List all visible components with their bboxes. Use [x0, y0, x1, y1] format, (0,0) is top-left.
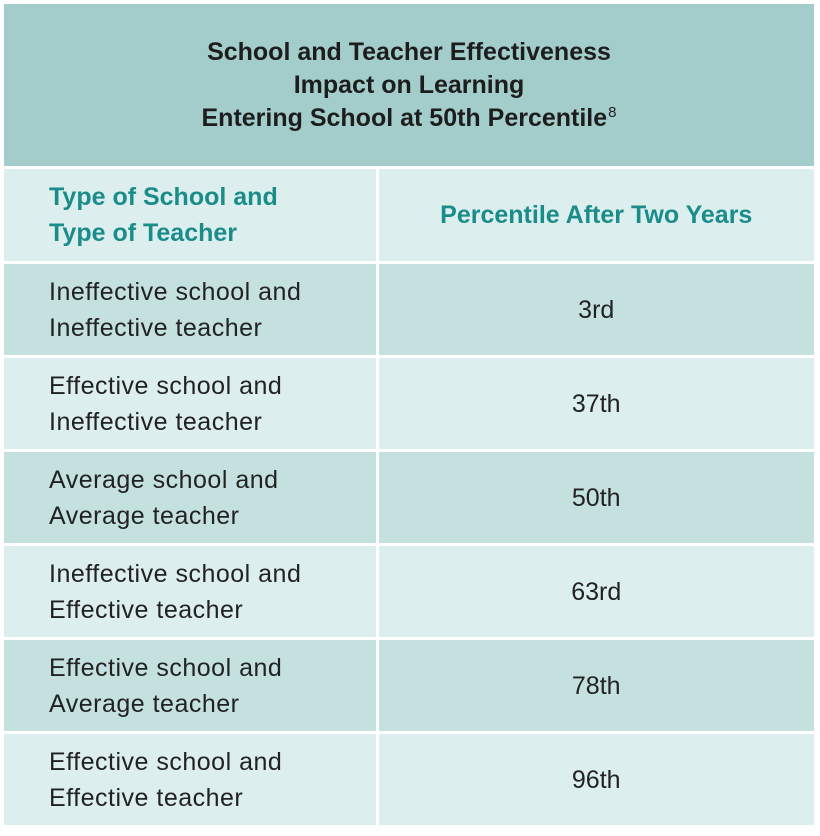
table-row: [4, 545, 814, 639]
row-type-line-2: Average teacher: [49, 689, 240, 718]
row-percentile-cell: 3rd: [377, 263, 814, 357]
title-line-2: Impact on Learning: [293, 70, 525, 99]
row-type-cell: [4, 733, 377, 826]
row-type-line-2: Effective teacher: [49, 783, 244, 812]
row-percentile-cell: 78th: [377, 639, 814, 733]
header-type-of-school: [4, 168, 377, 263]
title-line-1: School and Teacher Effectiveness: [207, 37, 611, 66]
row-type-cell: [4, 545, 377, 639]
row-percentile-cell: 63rd: [377, 545, 814, 639]
header-col1-line-1: Type of School and: [49, 183, 278, 211]
row-percentile-cell: 50th: [377, 451, 814, 545]
row-percentile-cell: 37th: [377, 357, 814, 451]
row-type-line-1: Effective school and: [49, 653, 283, 682]
title-line-3-text: Entering School at 50th Percentile: [201, 103, 608, 132]
header-percentile: Percentile After Two Years: [377, 168, 814, 263]
row-type-cell: [4, 263, 377, 357]
table-row: [4, 639, 814, 733]
row-type-line-1: Effective school and: [49, 371, 283, 400]
table-header-row: [4, 168, 814, 263]
effectiveness-table: [4, 166, 814, 825]
row-type-line-1: Average school and: [49, 465, 279, 494]
table-row: [4, 451, 814, 545]
table-title: [4, 4, 814, 166]
row-type-line-2: Ineffective teacher: [49, 407, 263, 436]
title-line-3: [202, 102, 617, 135]
row-type-line-1: Ineffective school and: [49, 277, 302, 306]
row-type-line-2: Average teacher: [49, 501, 240, 530]
row-type-line-1: Effective school and: [49, 747, 283, 776]
row-type-line-2: Ineffective teacher: [49, 313, 263, 342]
effectiveness-table-container: [4, 4, 814, 825]
table-row: [4, 733, 814, 826]
header-col1-line-2: Type of Teacher: [49, 219, 238, 247]
title-footnote-marker: 8: [608, 103, 617, 121]
table-row: [4, 357, 814, 451]
row-type-cell: [4, 357, 377, 451]
row-percentile-cell: 96th: [377, 733, 814, 826]
row-type-line-1: Ineffective school and: [49, 559, 302, 588]
row-type-cell: [4, 639, 377, 733]
row-type-cell: [4, 451, 377, 545]
table-row: [4, 263, 814, 357]
row-type-line-2: Effective teacher: [49, 595, 244, 624]
